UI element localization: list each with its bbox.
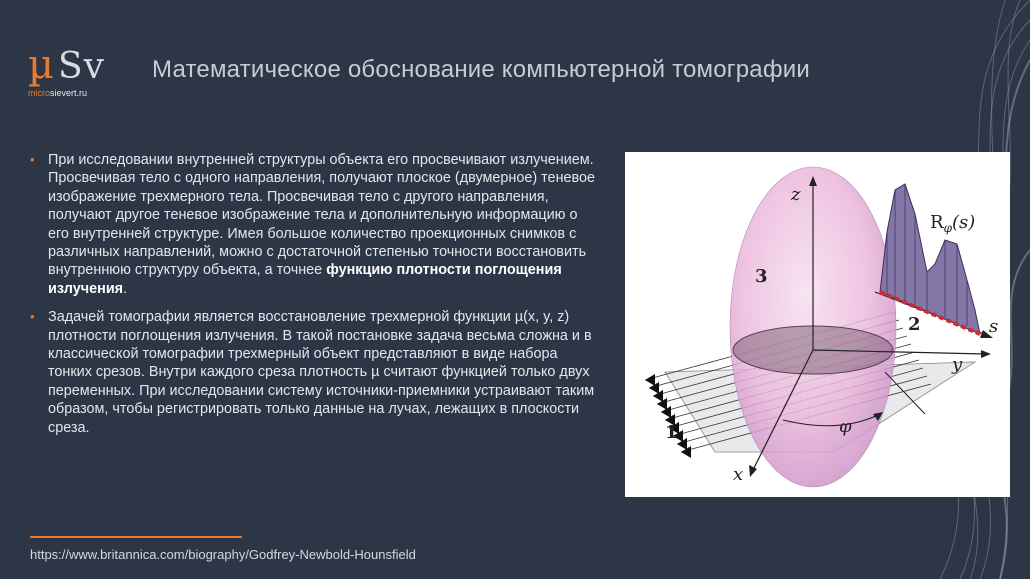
slide-content: [30, 151, 602, 447]
slide-title: Математическое обоснование компьютерной томографии: [152, 56, 811, 83]
label-2: 2: [908, 314, 921, 335]
label-phi: φ: [839, 416, 852, 437]
footer-divider: [30, 536, 242, 538]
logo-sv-text: Sv: [58, 46, 105, 87]
projection-sub: φ: [943, 221, 952, 235]
label-s: s: [989, 316, 999, 337]
label-x: x: [733, 464, 744, 485]
label-z: z: [791, 184, 801, 205]
bullet-item: [30, 308, 602, 437]
tomography-diagram: [625, 152, 1010, 497]
projection-R: R: [930, 212, 944, 233]
bullet-marker: •: [30, 152, 35, 167]
label-y: y: [952, 354, 963, 375]
bullet-bold-text: функцию плотности поглощения излучения: [48, 262, 562, 297]
label-1: 1: [665, 422, 678, 443]
label-3: 3: [755, 266, 768, 287]
bullet-item: [30, 151, 602, 298]
projection-arg: (s): [951, 212, 976, 233]
logo-mu-symbol: µ: [28, 42, 54, 88]
brand-logo: [28, 42, 128, 108]
bullet-text: При исследовании внутренней структуры объекта его просвечивают излучением. Просвечивая тело с одного направления, получают плоское (двумерное) теневое изображение трехмерного тела. Просвечивая тело с другого направления, получают другое теневое изображение тела и дополнительную информацию о его внутренней структуре. Имея большое количество проекционных снимков с различных направлений, можно с достаточной степенью точности восстановить внутреннюю структуру объекта, а точнее: [48, 152, 596, 279]
bullet-tail: .: [123, 280, 128, 297]
bullet-text: Задачей томографии является восстановление трехмерной функции µ(x, y, z) плотности поглощения излучения. В такой постановке задача весьма сложна и в классической томографии трехмерный объект представляют в виде набора тонких срезов. Внутри каждого среза плотность µ считают функцией только двух переменных. При исследовании систему источники-приемники устраивают таким образом, чтобы регистрировать только данные на лучах, лежащих в плоскости среза.: [48, 309, 595, 436]
source-link[interactable]: https://www.britannica.com/biography/Godfrey-Newbold-Hounsfield: [30, 547, 416, 562]
logo-domain-highlight: micro: [28, 88, 50, 98]
bullet-marker: •: [30, 309, 35, 325]
label-projection: [930, 212, 975, 235]
logo-domain-rest: sievert.ru: [50, 88, 88, 98]
logo-domain: [28, 88, 87, 98]
